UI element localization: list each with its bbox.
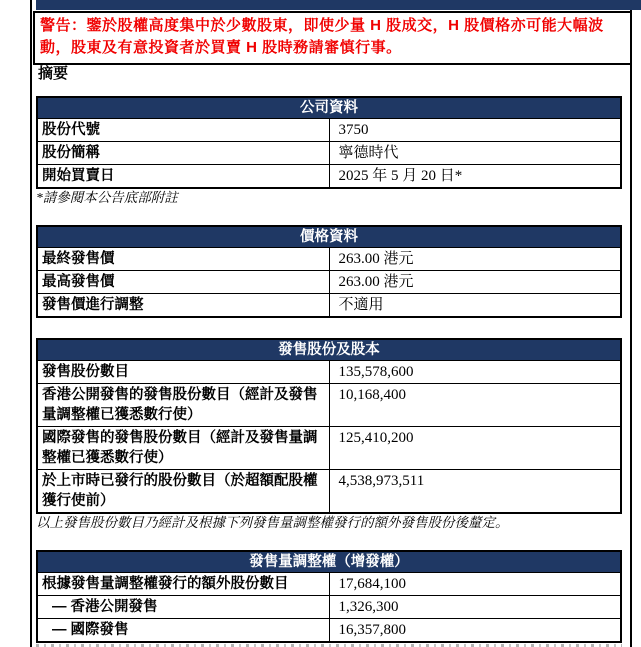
row-value: 17,684,100 [329,573,621,596]
row-label: 根據發售量調整權發行的額外股份數目 [37,573,329,596]
row-label: 國際發售的發售股份數目（經計及發售量調整權已獲悉數行使） [37,427,329,470]
table-section [36,225,622,318]
row-label: — 香港公開發售 [37,596,329,619]
table-header-row [37,551,621,573]
table-row [37,596,621,619]
table-section [36,338,622,531]
row-label: 股份代號 [37,119,329,142]
table-row [37,384,621,427]
row-value: 4,538,973,511 [329,470,621,514]
outer-left-border [30,0,32,647]
row-value: 135,578,600 [329,361,621,384]
warning-text: 警告：鑒於股權高度集中於少數股東，即使少量 H 股成交，H 股價格亦可能大幅波動，股東及有意投資者於買賣 H 股時務請審慎行事。 [40,17,604,56]
row-label: 於上市時已發行的股份數目（於超額配股權獲行使前） [37,470,329,514]
row-label: 最高發售價 [37,271,329,294]
row-label: — 國際發售 [37,619,329,643]
table-row [37,119,621,142]
row-value: 寧德時代 [329,142,621,165]
row-label: 發售股份數目 [37,361,329,384]
table-row [37,361,621,384]
summary-heading: 摘要 [38,65,69,82]
table-title: 發售股份及股本 [37,339,621,361]
tables-container [36,96,622,647]
row-label: 香港公開發售的發售股份數目（經計及發售量調整權已獲悉數行使） [37,384,329,427]
row-value: 3750 [329,119,621,142]
table-row [37,619,621,643]
table-row [37,271,621,294]
table-row [37,470,621,514]
row-value: 10,168,400 [329,384,621,427]
row-value: 2025 年 5 月 20 日* [329,165,621,189]
table-title: 發售量調整權（增發權） [37,551,621,573]
table-row [37,294,621,318]
outer-right-border [630,0,632,647]
table-header-row [37,97,621,119]
row-value: 不適用 [329,294,621,318]
table-row [37,573,621,596]
row-label: 開始買賣日 [37,165,329,189]
table-row [37,427,621,470]
data-table [36,96,622,189]
table-footnote: *請參閱本公告底部附註 [36,190,178,205]
row-value: 16,357,800 [329,619,621,643]
table-header-row [37,226,621,248]
data-table [36,550,622,643]
table-title: 價格資料 [37,226,621,248]
table-header-row [37,339,621,361]
warning-box [33,11,632,65]
row-label: 發售價進行調整 [37,294,329,318]
row-label: 股份簡稱 [37,142,329,165]
top-navy-bar [36,0,641,10]
row-value: 263.00 港元 [329,271,621,294]
table-row [37,248,621,271]
row-value: 263.00 港元 [329,248,621,271]
row-value: 1,326,300 [329,596,621,619]
table-row [37,142,621,165]
table-title: 公司資料 [37,97,621,119]
row-value: 125,410,200 [329,427,621,470]
table-row [37,165,621,189]
table-section [36,550,622,643]
data-table [36,225,622,318]
table-footnote: 以上發售股份數目乃經計及根據下列發售量調整權發行的額外發售股份後釐定。 [36,515,509,530]
row-label: 最終發售價 [37,248,329,271]
table-section [36,96,622,206]
data-table [36,338,622,514]
